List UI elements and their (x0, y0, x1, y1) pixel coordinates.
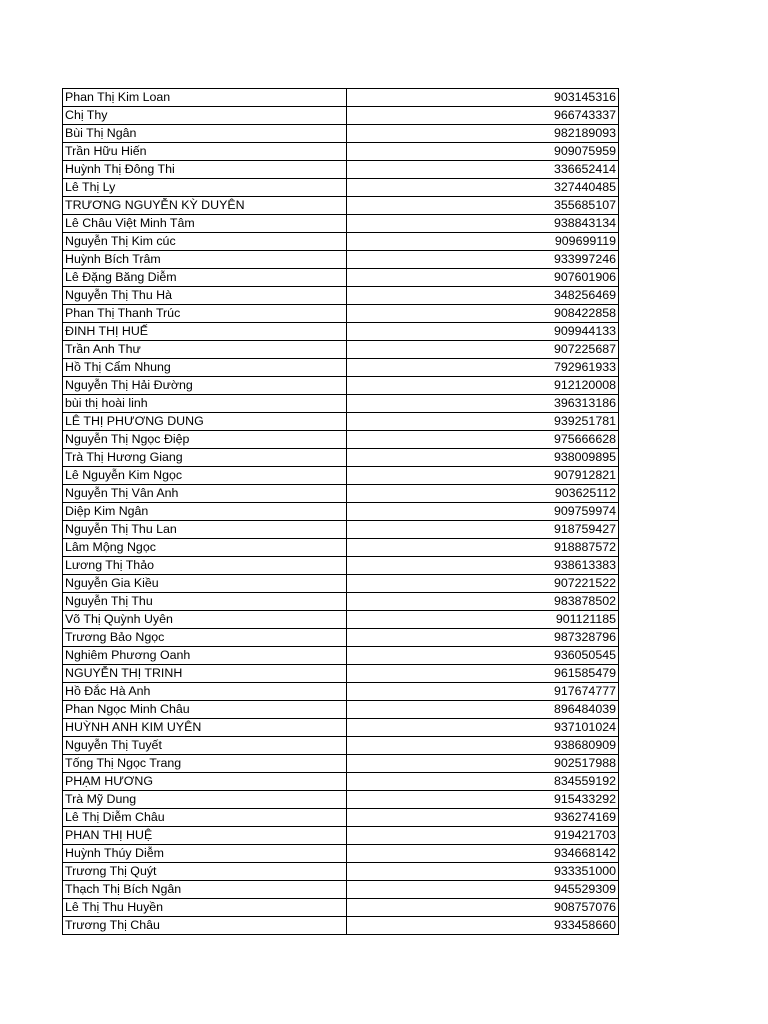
phone-cell: 961585479 (347, 665, 619, 683)
name-cell: Nguyễn Thị Kim cúc (63, 233, 347, 251)
phone-cell: 909759974 (347, 503, 619, 521)
name-cell: Nguyễn Thị Thu (63, 593, 347, 611)
table-row (63, 485, 619, 503)
table-row (63, 611, 619, 629)
table-row (63, 287, 619, 305)
table-row (63, 845, 619, 863)
phone-cell: 966743337 (347, 107, 619, 125)
name-cell: Trà Thị Hương Giang (63, 449, 347, 467)
phone-cell: 919421703 (347, 827, 619, 845)
name-cell: Bùi Thị Ngân (63, 125, 347, 143)
phone-cell: 939251781 (347, 413, 619, 431)
table-row (63, 413, 619, 431)
phone-cell: 933351000 (347, 863, 619, 881)
table-row (63, 665, 619, 683)
name-cell: PHAN THỊ HUỆ (63, 827, 347, 845)
phone-cell: 908422858 (347, 305, 619, 323)
name-cell: Lương Thị Thảo (63, 557, 347, 575)
name-cell: NGUYỄN THỊ TRINH (63, 665, 347, 683)
table-row (63, 161, 619, 179)
name-cell: Hồ Thị Cẩm Nhung (63, 359, 347, 377)
phone-cell: 909699119 (347, 233, 619, 251)
phone-cell: 896484039 (347, 701, 619, 719)
phone-cell: 936050545 (347, 647, 619, 665)
name-cell: Nguyễn Thị Thu Lan (63, 521, 347, 539)
phone-cell: 348256469 (347, 287, 619, 305)
table-row (63, 737, 619, 755)
table-row (63, 197, 619, 215)
table-row (63, 629, 619, 647)
table-row (63, 341, 619, 359)
phone-cell: 933997246 (347, 251, 619, 269)
table-row (63, 683, 619, 701)
table-row (63, 863, 619, 881)
name-cell: Nguyễn Thị Thu Hà (63, 287, 347, 305)
name-cell: Nguyễn Gia Kiều (63, 575, 347, 593)
name-cell: Phan Thị Thanh Trúc (63, 305, 347, 323)
phone-cell: 938843134 (347, 215, 619, 233)
table-row (63, 917, 619, 935)
phone-cell: 327440485 (347, 179, 619, 197)
phone-cell: 982189093 (347, 125, 619, 143)
name-cell: Lê Nguyễn Kim Ngọc (63, 467, 347, 485)
name-cell: Trần Anh Thư (63, 341, 347, 359)
phone-cell: 987328796 (347, 629, 619, 647)
table-row (63, 539, 619, 557)
phone-cell: 975666628 (347, 431, 619, 449)
table-row (63, 233, 619, 251)
table-row (63, 701, 619, 719)
phone-cell: 902517988 (347, 755, 619, 773)
phone-cell: 915433292 (347, 791, 619, 809)
phone-cell: 934668142 (347, 845, 619, 863)
table-row (63, 791, 619, 809)
phone-cell: 938680909 (347, 737, 619, 755)
name-cell: Lâm Mộng Ngọc (63, 539, 347, 557)
table-row (63, 449, 619, 467)
table-row (63, 467, 619, 485)
table-row (63, 431, 619, 449)
contact-table-body (63, 89, 619, 935)
table-row (63, 755, 619, 773)
phone-cell: 355685107 (347, 197, 619, 215)
table-row (63, 215, 619, 233)
name-cell: Nguyễn Thị Tuyết (63, 737, 347, 755)
name-cell: Lê Thị Thu Huyền (63, 899, 347, 917)
phone-cell: 907221522 (347, 575, 619, 593)
table-row (63, 575, 619, 593)
phone-cell: 936274169 (347, 809, 619, 827)
phone-cell: 909944133 (347, 323, 619, 341)
name-cell: Phan Ngọc Minh Châu (63, 701, 347, 719)
table-row (63, 305, 619, 323)
table-row (63, 359, 619, 377)
name-cell: Nguyễn Thị Hải Đường (63, 377, 347, 395)
phone-cell: 908757076 (347, 899, 619, 917)
phone-cell: 907225687 (347, 341, 619, 359)
name-cell: Trương Thị Châu (63, 917, 347, 935)
name-cell: Diệp Kim Ngân (63, 503, 347, 521)
contact-table (62, 88, 619, 935)
name-cell: Trương Bảo Ngọc (63, 629, 347, 647)
phone-cell: 834559192 (347, 773, 619, 791)
name-cell: HUỲNH ANH KIM UYÊN (63, 719, 347, 737)
phone-cell: 336652414 (347, 161, 619, 179)
name-cell: Thạch Thị Bích Ngân (63, 881, 347, 899)
name-cell: TRƯƠNG NGUYỄN KỲ DUYÊN (63, 197, 347, 215)
name-cell: Võ Thị Quỳnh Uyên (63, 611, 347, 629)
table-row (63, 827, 619, 845)
table-row (63, 593, 619, 611)
table-row (63, 773, 619, 791)
phone-cell: 933458660 (347, 917, 619, 935)
table-row (63, 557, 619, 575)
name-cell: Nghiêm Phương Oanh (63, 647, 347, 665)
name-cell: Lê Thị Ly (63, 179, 347, 197)
name-cell: Chị Thy (63, 107, 347, 125)
name-cell: Phan Thị Kim Loan (63, 89, 347, 107)
table-row (63, 323, 619, 341)
name-cell: Lê Châu Việt Minh Tâm (63, 215, 347, 233)
phone-cell: 983878502 (347, 593, 619, 611)
phone-cell: 792961933 (347, 359, 619, 377)
table-row (63, 89, 619, 107)
table-row (63, 809, 619, 827)
table-row (63, 125, 619, 143)
name-cell: Huỳnh Thúy Diễm (63, 845, 347, 863)
name-cell: Nguyễn Thị Ngọc Điệp (63, 431, 347, 449)
table-row (63, 143, 619, 161)
name-cell: Hồ Đắc Hà Anh (63, 683, 347, 701)
table-row (63, 503, 619, 521)
table-row (63, 881, 619, 899)
name-cell: Lê Đặng Băng Diễm (63, 269, 347, 287)
name-cell: Huỳnh Thị Đông Thi (63, 161, 347, 179)
phone-cell: 903145316 (347, 89, 619, 107)
phone-cell: 937101024 (347, 719, 619, 737)
table-row (63, 269, 619, 287)
name-cell: Trần Hữu Hiến (63, 143, 347, 161)
phone-cell: 909075959 (347, 143, 619, 161)
table-row (63, 647, 619, 665)
table-row (63, 179, 619, 197)
phone-cell: 938009895 (347, 449, 619, 467)
name-cell: Trương Thị Quýt (63, 863, 347, 881)
name-cell: LÊ THỊ PHƯƠNG DUNG (63, 413, 347, 431)
table-row (63, 377, 619, 395)
name-cell: Lê Thị Diễm Châu (63, 809, 347, 827)
phone-cell: 918759427 (347, 521, 619, 539)
table-row (63, 719, 619, 737)
name-cell: Trà Mỹ Dung (63, 791, 347, 809)
phone-cell: 396313186 (347, 395, 619, 413)
name-cell: Nguyễn Thị Vân Anh (63, 485, 347, 503)
name-cell: Huỳnh Bích Trâm (63, 251, 347, 269)
phone-cell: 901121185 (347, 611, 619, 629)
phone-cell: 938613383 (347, 557, 619, 575)
phone-cell: 907912821 (347, 467, 619, 485)
table-row (63, 395, 619, 413)
phone-cell: 903625112 (347, 485, 619, 503)
name-cell: ĐINH THỊ HUẾ (63, 323, 347, 341)
name-cell: bùi thị hoài linh (63, 395, 347, 413)
table-row (63, 521, 619, 539)
table-row (63, 251, 619, 269)
name-cell: PHẠM HƯƠNG (63, 773, 347, 791)
phone-cell: 907601906 (347, 269, 619, 287)
phone-cell: 917674777 (347, 683, 619, 701)
table-row (63, 899, 619, 917)
phone-cell: 918887572 (347, 539, 619, 557)
table-row (63, 107, 619, 125)
phone-cell: 912120008 (347, 377, 619, 395)
name-cell: Tống Thị Ngọc Trang (63, 755, 347, 773)
phone-cell: 945529309 (347, 881, 619, 899)
